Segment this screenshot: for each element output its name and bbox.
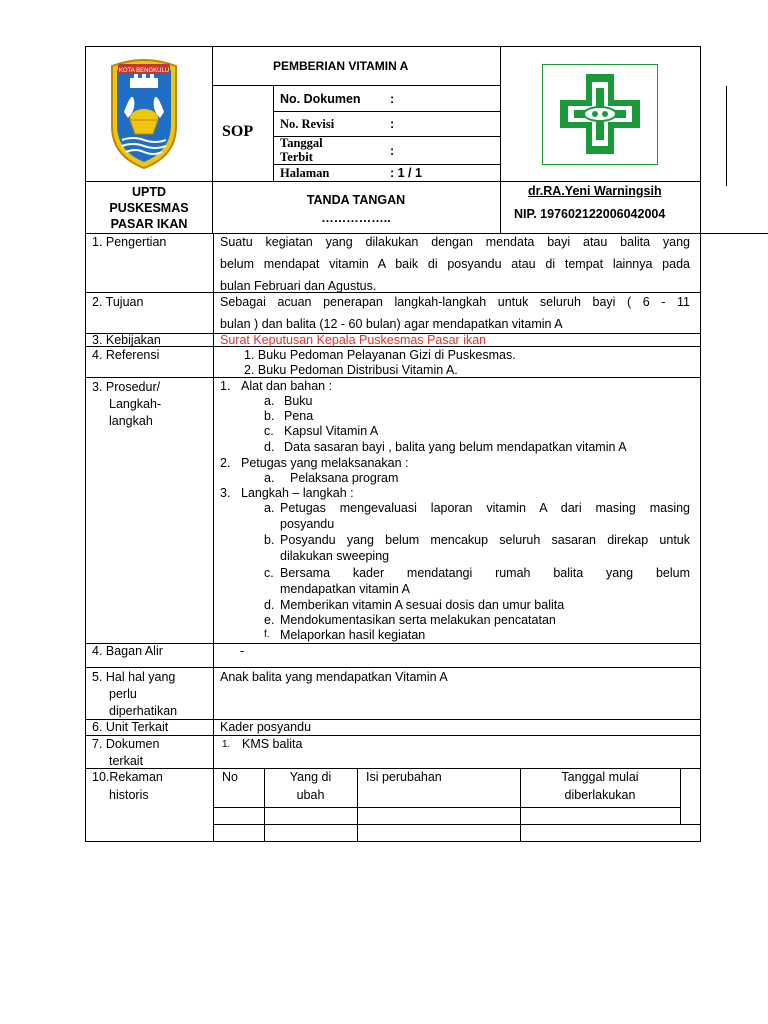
s2-num: 2.	[220, 456, 231, 470]
s1-item-text: Data sasaran bayi , balita yang belum mendapatkan vitamin A	[284, 440, 627, 454]
row-label-prosedur-3: langkah	[109, 414, 153, 428]
referensi-item-2: 2. Buku Pedoman Distribusi Vitamin A.	[244, 363, 458, 377]
document-title: PEMBERIAN VITAMIN A	[273, 59, 409, 73]
s3-item-marker: e.	[264, 613, 275, 627]
sop-label: SOP	[222, 123, 254, 140]
tujuan-line-2: bulan ) dan balita (12 - 60 bulan) agar mendapatkan vitamin A	[220, 317, 563, 331]
page-value: : 1 / 1	[390, 166, 422, 180]
city-emblem-icon	[104, 56, 184, 170]
doc-no-label: No. Dokumen	[280, 92, 361, 106]
row-label-prosedur-1: 3. Prosedur/	[92, 380, 161, 394]
row-label-rekaman-1: 10.Rekaman	[92, 770, 163, 784]
rekaman-col-isi: Isi perubahan	[366, 770, 442, 784]
s2-item-text: Pelaksana program	[290, 471, 399, 485]
s3-item-line-1: Memberikan vitamin A sesuai dosis dan umur balita	[280, 598, 565, 612]
date-label-1: Tanggal	[280, 136, 323, 150]
s3-item-marker: a.	[264, 501, 275, 515]
s3-item-line-2: mendapatkan vitamin A	[280, 582, 410, 596]
referensi-item-1: 1. Buku Pedoman Pelayanan Gizi di Puskesmas.	[244, 348, 516, 362]
row-label-bagan: 4. Bagan Alir	[92, 644, 163, 658]
s3-title: Langkah – langkah :	[241, 486, 354, 500]
s3-num: 3.	[220, 486, 231, 500]
s3-item-line-1: Melaporkan hasil kegiatan	[280, 628, 426, 642]
row-label-kebijakan: 3. Kebijakan	[92, 333, 161, 347]
s2-title: Petugas yang melaksanakan :	[241, 456, 409, 470]
dokumen-num: 1.	[222, 739, 231, 750]
row-label-rekaman-2: historis	[109, 788, 149, 802]
doc-no-colon: :	[390, 92, 395, 106]
signature-label: TANDA TANGAN	[306, 193, 406, 207]
s1-item-marker: d.	[264, 440, 275, 454]
pengertian-line-3: bulan Februari dan Agustus.	[220, 279, 377, 293]
bagan-text: -	[240, 644, 245, 658]
row-label-tujuan: 2. Tujuan	[92, 295, 144, 309]
dokumen-text: KMS balita	[242, 737, 303, 751]
date-label-2: Terbit	[280, 150, 313, 164]
s1-item-text: Pena	[284, 409, 314, 423]
s1-item-marker: c.	[264, 424, 274, 438]
rekaman-col-yang-1: Yang di	[289, 770, 332, 784]
signer-name: dr.RA.Yeni Warningsih	[528, 184, 662, 198]
row-label-dokumen-1: 7. Dokumen	[92, 737, 160, 751]
tujuan-line-1: Sebagai acuan penerapan langkah-langkah untuk seluruh bayi ( 6 - 11	[220, 295, 690, 309]
row-label-hal-1: 5. Hal hal yang	[92, 670, 176, 684]
row-label-hal-3: diperhatikan	[109, 704, 178, 718]
unit-text: Kader posyandu	[220, 720, 312, 734]
s3-item-marker: d.	[264, 598, 275, 612]
row-label-hal-2: perlu	[109, 687, 137, 701]
s3-item-line-1: Posyandu yang belum mencakup seluruh sasaran direkap untuk	[280, 533, 690, 547]
s3-item-line-1: Petugas mengevaluasi laporan vitamin A dari masing masing	[280, 501, 690, 515]
signer-nip: NIP. 197602122006042004	[514, 207, 666, 221]
hal-text: Anak balita yang mendapatkan Vitamin A	[220, 670, 448, 684]
logo-banner-text: KOTA BENGKULU	[118, 68, 170, 74]
s1-item-text: Kapsul Vitamin A	[284, 424, 379, 438]
revision-colon: :	[390, 117, 395, 131]
pengertian-line-1: Suatu kegiatan yang dilakukan dengan mendata bayi atau balita yang	[220, 235, 690, 249]
s1-title: Alat dan bahan :	[241, 379, 333, 393]
signature-dots: ……………..	[321, 211, 391, 225]
s3-item-line-2: posyandu	[280, 517, 335, 531]
page-label: Halaman	[280, 166, 330, 180]
s1-item-text: Buku	[284, 394, 313, 408]
unit-line-3: PASAR IKAN	[110, 217, 188, 231]
s1-num: 1.	[220, 379, 231, 393]
s3-item-marker: f.	[264, 629, 270, 640]
revision-label: No. Revisi	[280, 117, 335, 131]
rekaman-col-tgl-2: diberlakukan	[564, 788, 636, 802]
health-cross-icon	[542, 64, 658, 165]
s3-item-marker: c.	[264, 566, 274, 580]
row-label-prosedur-2: Langkah-	[109, 397, 162, 411]
row-label-unit: 6. Unit Terkait	[92, 720, 169, 734]
unit-line-1: UPTD	[131, 185, 167, 199]
s1-item-marker: b.	[264, 409, 275, 423]
date-colon: :	[390, 144, 395, 158]
unit-line-2: PUSKESMAS	[109, 201, 189, 215]
rekaman-col-yang-2: ubah	[296, 788, 325, 802]
s3-item-marker: b.	[264, 533, 275, 547]
pengertian-line-2: belum mendapat vitamin A baik di posyandu atau di tempat lainnya pada	[220, 257, 690, 271]
s3-item-line-1: Mendokumentasikan serta melakukan pencatatan	[280, 613, 556, 627]
s1-item-marker: a.	[264, 394, 275, 408]
s3-item-line-2: dilakukan sweeping	[280, 549, 390, 563]
row-label-pengertian: 1. Pengertian	[92, 235, 167, 249]
row-label-referensi: 4. Referensi	[92, 348, 160, 362]
rekaman-col-tgl-1: Tanggal mulai	[561, 770, 639, 784]
rekaman-col-no: No	[222, 770, 238, 784]
row-label-dokumen-2: terkait	[109, 754, 144, 768]
kebijakan-text: Surat Keputusan Kepala Puskesmas Pasar ikan	[220, 333, 487, 347]
s2-item-marker: a.	[264, 471, 275, 485]
s3-item-line-1: Bersama kader mendatangi rumah balita yang belum	[280, 566, 690, 580]
